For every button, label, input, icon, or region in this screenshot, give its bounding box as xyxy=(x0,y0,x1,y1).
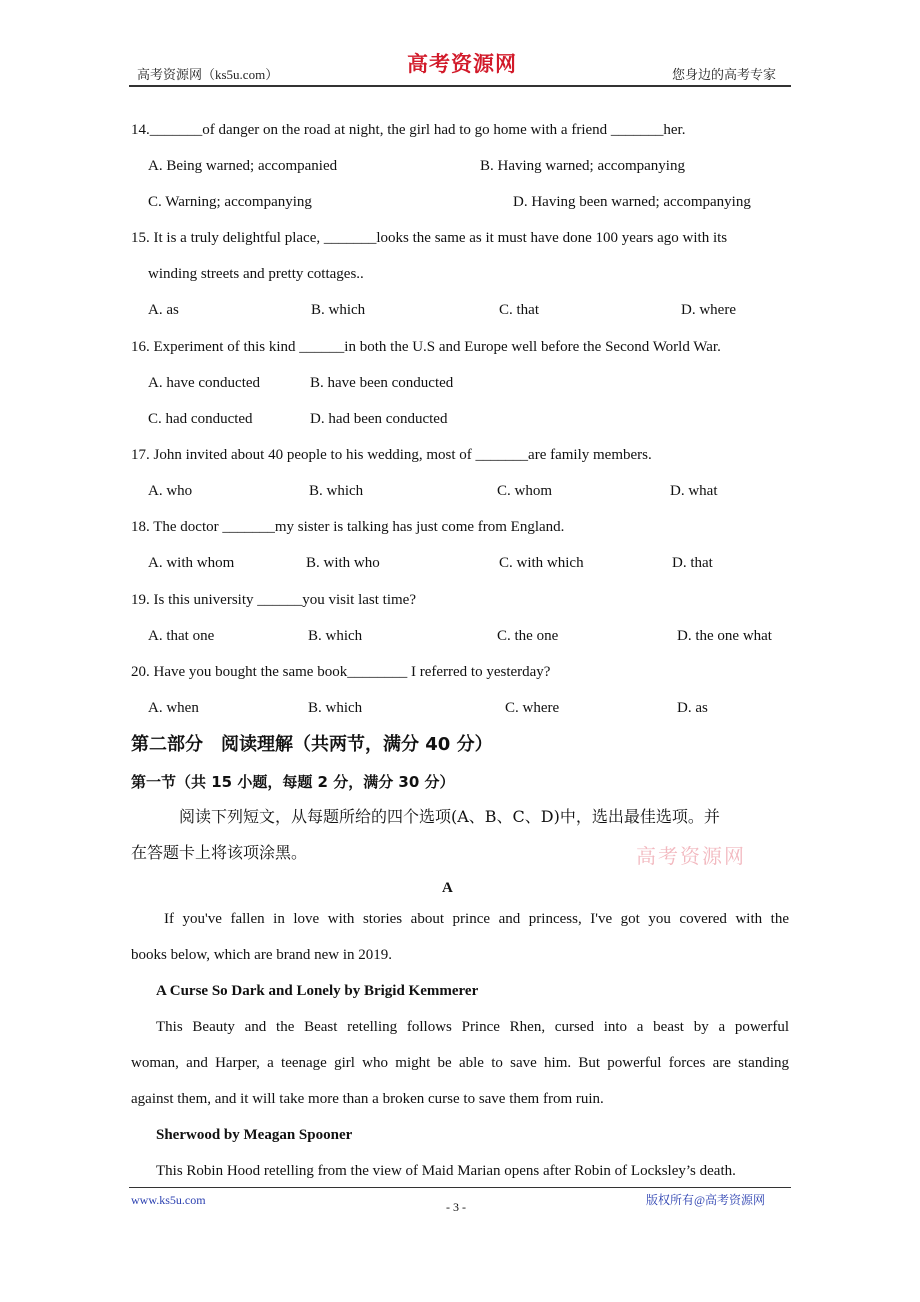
watermark: 高考资源网 xyxy=(636,844,746,868)
passage-intro-cont: books below, which are brand new in 2019. xyxy=(131,947,393,963)
question-stem: 18. The doctor _______my sister is talking has just come from England. xyxy=(131,519,565,535)
header-right: 您身边的高考专家 xyxy=(672,67,777,82)
footer-copyright: 版权所有@高考资源网 xyxy=(646,1193,766,1207)
section-title: 第一节（共 15 小题，每题 2 分，满分 30 分） xyxy=(131,773,455,791)
option: B. which xyxy=(309,483,364,499)
passage-intro: If you've fallen in love with stories about prince and princess, I've got you covered with the xyxy=(164,911,789,927)
option: D. had been conducted xyxy=(310,411,448,427)
header-left: 高考资源网（ks5u.com） xyxy=(137,67,279,82)
option: A. Being warned; accompanied xyxy=(148,158,338,174)
option: A. when xyxy=(148,700,199,716)
option: D. Having been warned; accompanying xyxy=(513,194,751,210)
option: B. which xyxy=(311,302,366,318)
option: D. that xyxy=(672,555,713,571)
option: B. Having warned; accompanying xyxy=(480,158,685,174)
option: D. as xyxy=(677,700,708,716)
option: C. whom xyxy=(497,483,553,499)
option: C. the one xyxy=(497,628,559,644)
option: A. with whom xyxy=(148,555,235,571)
question-stem: 14._______of danger on the road at night, the girl had to go home with a friend _______her. xyxy=(131,122,686,138)
option: A. that one xyxy=(148,628,215,644)
page-number: - 3 - xyxy=(446,1200,466,1214)
option: D. what xyxy=(670,483,718,499)
option: B. with who xyxy=(306,555,380,571)
book-description: This Beauty and the Beast retelling follows Prince Rhen, cursed into a beast by a powerful xyxy=(156,1019,789,1035)
question-stem: 19. Is this university ______you visit last time? xyxy=(131,592,416,608)
option: C. that xyxy=(499,302,539,318)
question-stem: 20. Have you bought the same book________ I referred to yesterday? xyxy=(131,664,551,680)
option: C. Warning; accompanying xyxy=(148,194,312,210)
header-logo: 高考资源网 xyxy=(407,51,517,76)
footer-link[interactable]: www.ks5u.com xyxy=(131,1193,206,1207)
option: B. have been conducted xyxy=(310,375,454,391)
option: D. the one what xyxy=(677,628,772,644)
option: B. which xyxy=(308,628,363,644)
option: C. with which xyxy=(499,555,584,571)
book-description: This Robin Hood retelling from the view of Maid Marian opens after Robin of Locksley’s death. xyxy=(156,1163,736,1179)
option: A. who xyxy=(148,483,193,499)
passage-label: A xyxy=(442,880,453,896)
option: A. have conducted xyxy=(148,375,261,391)
option: D. where xyxy=(681,302,736,318)
question-stem: 16. Experiment of this kind ______in both the U.S and Europe well before the Second World War. xyxy=(131,339,721,355)
book-title: A Curse So Dark and Lonely by Brigid Kemmerer xyxy=(156,983,479,999)
question-stem: 17. John invited about 40 people to his wedding, most of _______are family members. xyxy=(131,447,652,463)
question-stem-cont: winding streets and pretty cottages.. xyxy=(148,266,364,282)
book-description-cont: woman, and Harper, a teenage girl who might be able to save him. But powerful forces are standing xyxy=(131,1055,789,1071)
option: C. where xyxy=(505,700,560,716)
instructions: 阅读下列短文，从每题所给的四个选项(A、B、C、D)中，选出最佳选项。并 xyxy=(179,807,720,826)
option: B. which xyxy=(308,700,363,716)
option: C. had conducted xyxy=(148,411,253,427)
footer-rule xyxy=(129,1187,791,1188)
question-stem: 15. It is a truly delightful place, _______looks the same as it must have done 100 years ago with its xyxy=(131,230,728,246)
header-rule xyxy=(129,85,791,87)
book-description-cont: against them, and it will take more than a broken curse to save them from ruin. xyxy=(131,1091,604,1107)
instructions-cont: 在答题卡上将该项涂黑。 xyxy=(131,843,308,862)
option: A. as xyxy=(148,302,179,318)
book-title: Sherwood by Meagan Spooner xyxy=(156,1127,353,1143)
part-title: 第二部分 阅读理解（共两节，满分 40 分） xyxy=(131,734,493,755)
